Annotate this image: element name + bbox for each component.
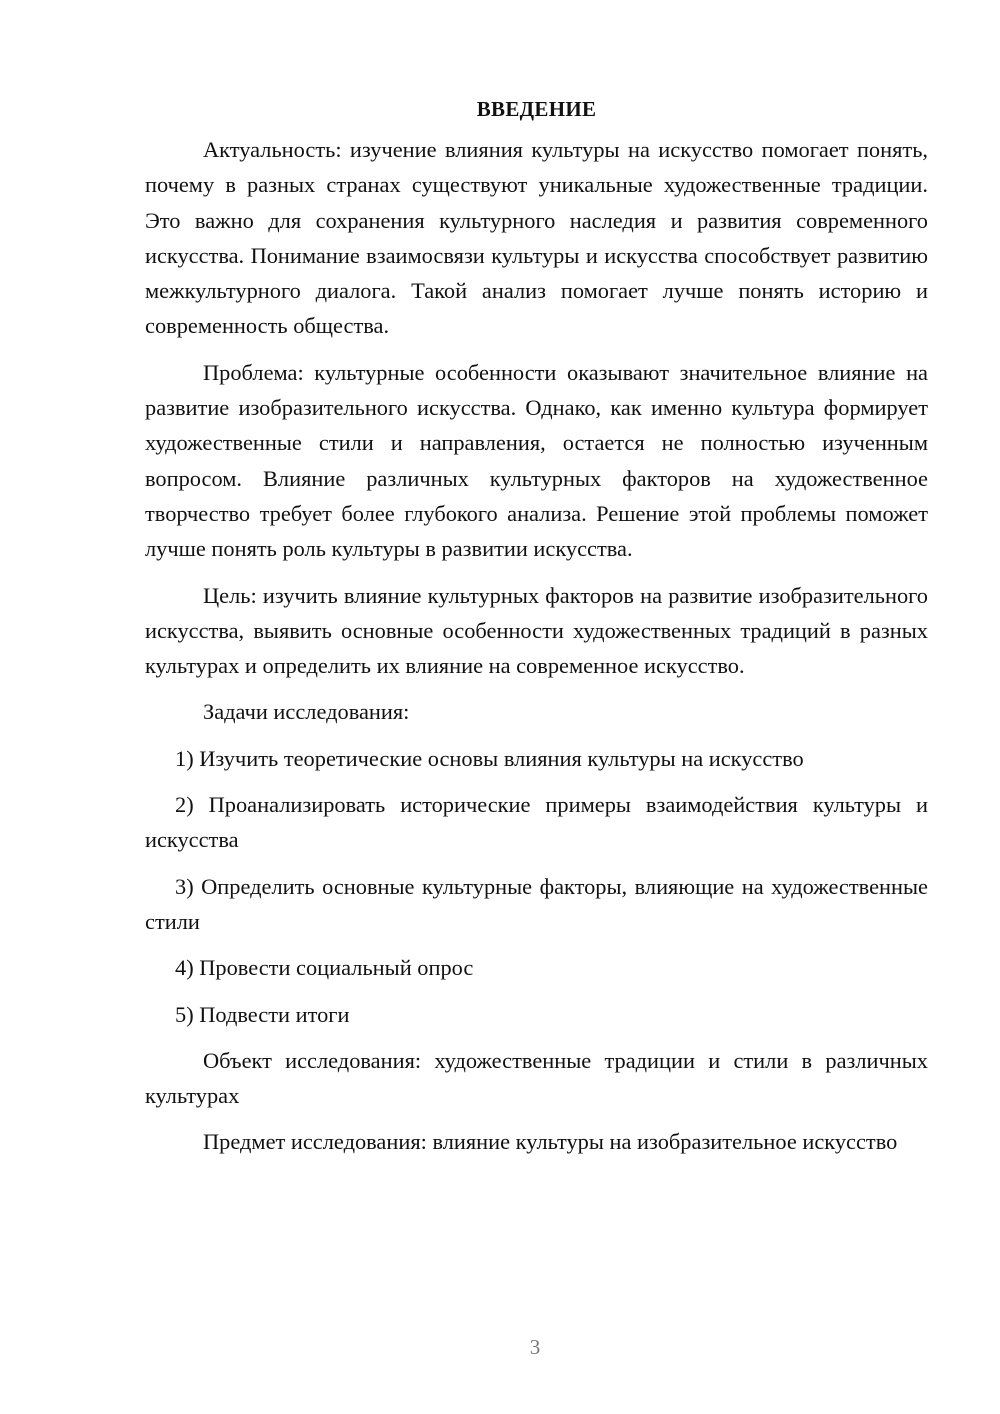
page-content: [145, 92, 928, 1171]
task-item-1: 1) Изучить теоретические основы влияния культуры на искусство: [175, 745, 804, 771]
task-item-2: 2) Проанализировать исторические примеры взаимодействия культуры и искусства: [145, 792, 928, 853]
relevance-paragraph: Актуальность: изучение влияния культуры на искусство помогает понять, почему в разных странах существуют уникальные художественные традиции. Это важно для сохранения культурного наследия и развития современного искусства. Понимание взаимосвязи культуры и искусства способствует развитию межкультурного диалога. Такой анализ помогает лучше понять историю и современность общества.: [145, 137, 928, 339]
tasks-heading: Задачи исследования:: [203, 699, 410, 725]
section-title: ВВЕДЕНИЕ: [476, 97, 597, 121]
page-number: 3: [529, 1335, 541, 1359]
task-item-4: 4) Провести социальный опрос: [175, 955, 474, 981]
research-subject-paragraph: Предмет исследования: влияние культуры на изобразительное искусство: [203, 1129, 898, 1155]
goal-paragraph: Цель: изучить влияние культурных факторов на развитие изобразительного искусства, выявить основные особенности художественных традиций в разных культурах и определить их влияние на современное искусство.: [145, 582, 928, 679]
task-item-3: 3) Определить основные культурные факторы, влияющие на художественные стили: [145, 873, 928, 934]
research-object-paragraph: Объект исследования: художественные традиции и стили в различных культурах: [145, 1047, 928, 1109]
problem-paragraph: Проблема: культурные особенности оказывают значительное влияние на развитие изобразительного искусства. Однако, как именно культура формирует художественные стили и направления, остается не полностью изученным вопросом. Влияние различных культурных факторов на художественное творчество требует более глубокого анализа. Решение этой проблемы поможет лучше понять роль культуры в развитии искусства.: [145, 359, 928, 562]
task-item-5: 5) Подвести итоги: [175, 1001, 350, 1027]
